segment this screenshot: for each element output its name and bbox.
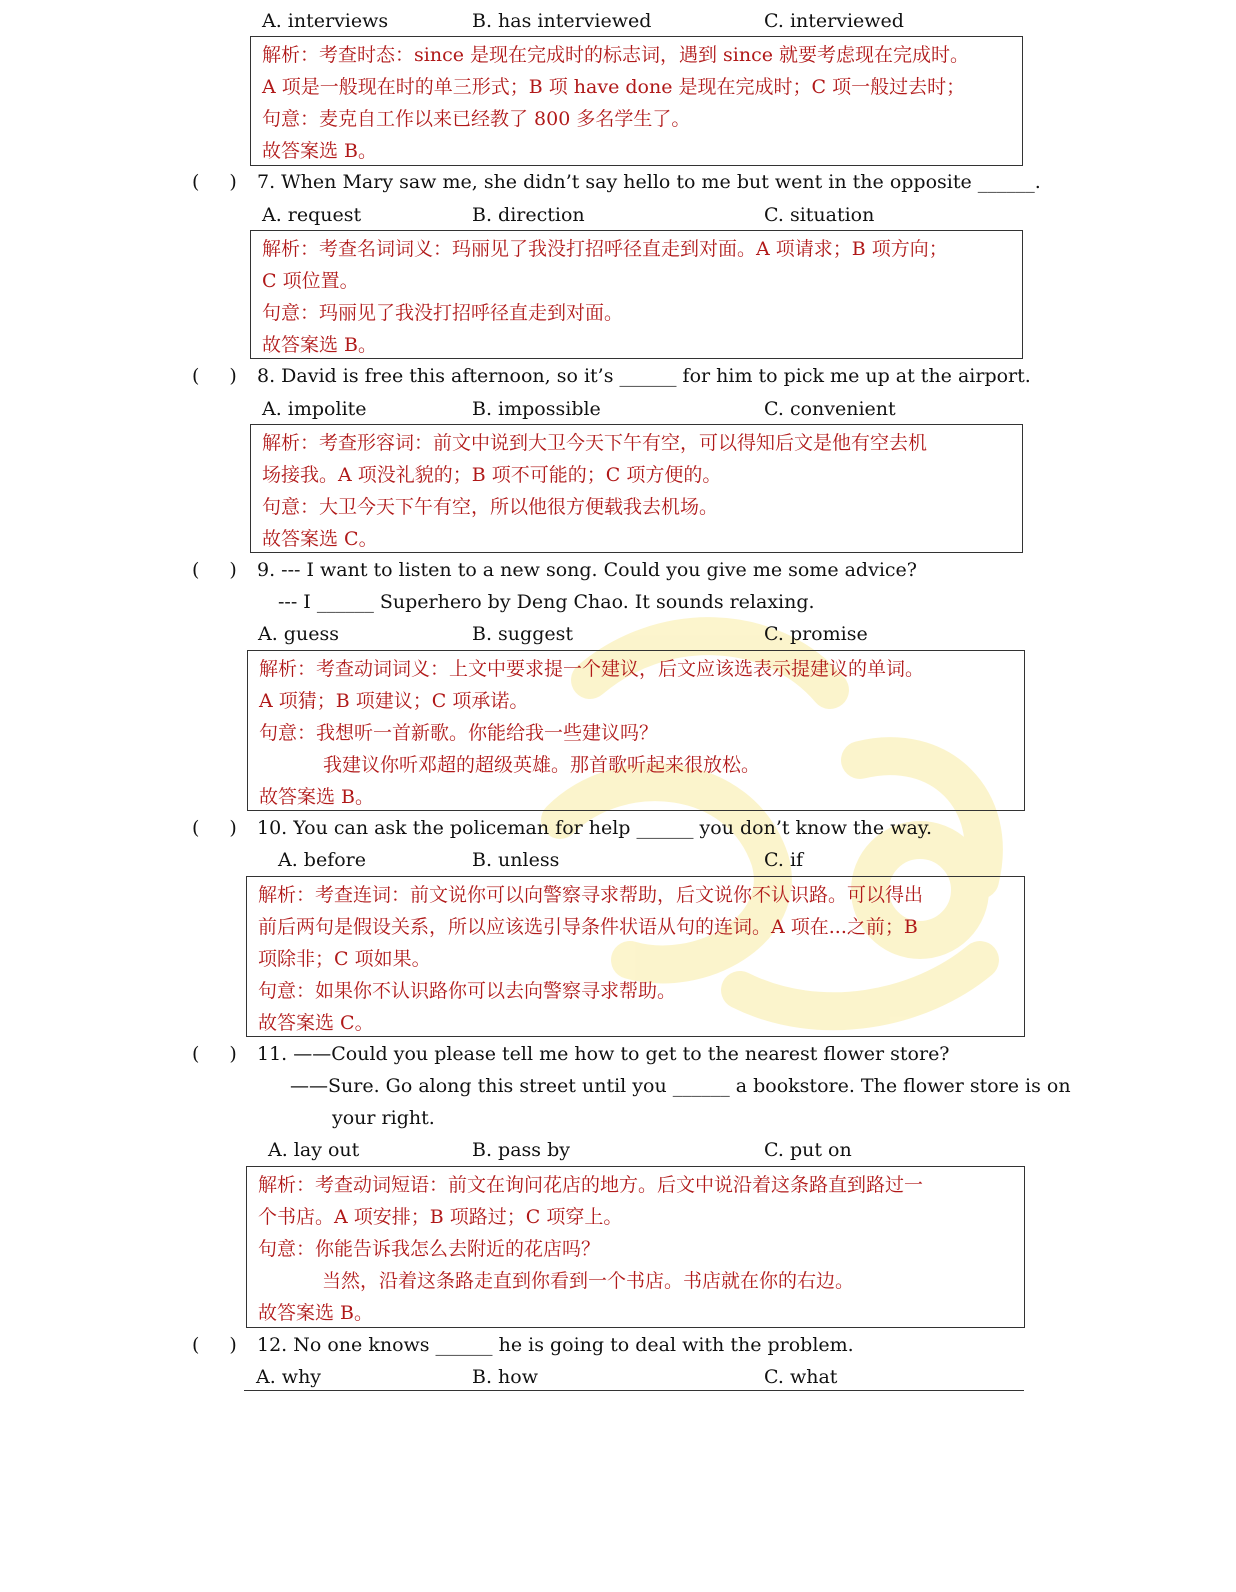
q10-analysis-box bbox=[246, 876, 1025, 1037]
analysis-line: 故答案选 C。 bbox=[262, 528, 378, 550]
analysis-line: 我建议你听邓超的超级英雄。那首歌听起来很放松。 bbox=[323, 754, 761, 776]
q10-option-a: A. before bbox=[278, 849, 367, 871]
q11-option-c: C. put on bbox=[764, 1139, 852, 1161]
page-bottom-rule bbox=[244, 1390, 1024, 1391]
analysis-line: 解析：考查时态：since 是现在完成时的标志词，遇到 since 就要考虑现在完成时。 bbox=[262, 44, 970, 66]
q8-stem: 8. David is free this afternoon, so it’s ______ for him to pick me up at the airport. bbox=[257, 365, 1031, 387]
q8-option-c: C. convenient bbox=[764, 398, 896, 420]
q8-answer-blank[interactable]: ( ) bbox=[192, 365, 237, 387]
analysis-line: 解析：考查连词：前文说你可以向警察寻求帮助，后文说你不认识路。可以得出 bbox=[258, 884, 924, 906]
q7-answer-blank[interactable]: ( ) bbox=[192, 171, 237, 193]
q11-stem-reply: ——Sure. Go along this street until you ______ a bookstore. The flower store is on bbox=[290, 1075, 1071, 1097]
q9-stem: 9. --- I want to listen to a new song. Could you give me some advice? bbox=[257, 559, 917, 581]
q10-answer-blank[interactable]: ( ) bbox=[192, 817, 237, 839]
q9-option-a: A. guess bbox=[258, 623, 339, 645]
analysis-line: 个书店。A 项安排；B 项路过；C 项穿上。 bbox=[258, 1206, 623, 1228]
q8-analysis-box bbox=[250, 424, 1023, 553]
analysis-line: 故答案选 B。 bbox=[262, 334, 378, 356]
q11-option-a: A. lay out bbox=[268, 1139, 360, 1161]
analysis-line: 场接我。A 项没礼貌的；B 项不可能的；C 项方便的。 bbox=[262, 464, 722, 486]
q10-option-b: B. unless bbox=[472, 849, 560, 871]
analysis-line: 句意：我想听一首新歌。你能给我一些建议吗？ bbox=[259, 722, 659, 744]
analysis-line: 故答案选 B。 bbox=[262, 140, 378, 162]
q11-stem: 11. ——Could you please tell me how to get to the nearest flower store? bbox=[257, 1043, 950, 1065]
q10-option-c: C. if bbox=[764, 849, 804, 871]
q6-option-c: C. interviewed bbox=[764, 10, 904, 32]
analysis-line: 故答案选 B。 bbox=[258, 1302, 374, 1324]
q12-option-c: C. what bbox=[764, 1366, 838, 1388]
analysis-line: 故答案选 C。 bbox=[258, 1012, 374, 1034]
q9-option-c: C. promise bbox=[764, 623, 868, 645]
q7-option-b: B. direction bbox=[472, 204, 585, 226]
q6-option-a: A. interviews bbox=[262, 10, 389, 32]
analysis-line: 当然，沿着这条路走直到你看到一个书店。书店就在你的右边。 bbox=[322, 1270, 855, 1292]
q7-analysis-box bbox=[250, 230, 1023, 359]
analysis-line: 前后两句是假设关系，所以应该选引导条件状语从句的连词。A 项在...之前；B bbox=[258, 916, 918, 938]
q9-analysis-box bbox=[247, 650, 1025, 811]
analysis-line: A 项猜；B 项建议；C 项承诺。 bbox=[259, 690, 529, 712]
q10-stem: 10. You can ask the policeman for help ______ you don’t know the way. bbox=[257, 817, 933, 839]
analysis-line: 故答案选 B。 bbox=[259, 786, 375, 808]
q12-stem: 12. No one knows ______ he is going to deal with the problem. bbox=[257, 1334, 854, 1356]
analysis-line: 项除非；C 项如果。 bbox=[258, 948, 431, 970]
q8-option-b: B. impossible bbox=[472, 398, 601, 420]
q7-option-c: C. situation bbox=[764, 204, 875, 226]
analysis-line: 解析：考查形容词：前文中说到大卫今天下午有空，可以得知后文是他有空去机 bbox=[262, 432, 928, 454]
q9-option-b: B. suggest bbox=[472, 623, 573, 645]
q11-option-b: B. pass by bbox=[472, 1139, 570, 1161]
analysis-line: A 项是一般现在时的单三形式；B 项 have done 是现在完成时；C 项一般过去时； bbox=[262, 76, 966, 98]
q7-stem: 7. When Mary saw me, she didn’t say hello to me but went in the opposite ______. bbox=[257, 171, 1041, 193]
analysis-line: 解析：考查名词词义：玛丽见了我没打招呼径直走到对面。A 项请求；B 项方向； bbox=[262, 238, 948, 260]
analysis-line: C 项位置。 bbox=[262, 270, 359, 292]
q9-answer-blank[interactable]: ( ) bbox=[192, 559, 237, 581]
q12-option-a: A. why bbox=[256, 1366, 322, 1388]
q11-analysis-box bbox=[246, 1166, 1025, 1328]
q12-option-b: B. how bbox=[472, 1366, 538, 1388]
analysis-line: 解析：考查动词词义：上文中要求提一个建议，后文应该选表示提建议的单词。 bbox=[259, 658, 925, 680]
q11-stem-reply-cont: your right. bbox=[332, 1107, 435, 1129]
analysis-line: 句意：玛丽见了我没打招呼径直走到对面。 bbox=[262, 302, 624, 324]
q11-answer-blank[interactable]: ( ) bbox=[192, 1043, 237, 1065]
analysis-line: 解析：考查动词短语：前文在询问花店的地方。后文中说沿着这条路直到路过一 bbox=[258, 1174, 924, 1196]
analysis-line: 句意：如果你不认识路你可以去向警察寻求帮助。 bbox=[258, 980, 677, 1002]
q6-option-b: B. has interviewed bbox=[472, 10, 652, 32]
analysis-line: 句意：你能告诉我怎么去附近的花店吗？ bbox=[258, 1238, 601, 1260]
q7-option-a: A. request bbox=[262, 204, 362, 226]
q12-answer-blank[interactable]: ( ) bbox=[192, 1334, 237, 1356]
q8-option-a: A. impolite bbox=[262, 398, 367, 420]
analysis-line: 句意：大卫今天下午有空，所以他很方便载我去机场。 bbox=[262, 496, 719, 518]
analysis-line: 句意：麦克自工作以来已经教了 800 多名学生了。 bbox=[262, 108, 691, 130]
q6-analysis-box bbox=[250, 36, 1023, 166]
q9-stem-reply: --- I ______ Superhero by Deng Chao. It sounds relaxing. bbox=[278, 591, 815, 613]
